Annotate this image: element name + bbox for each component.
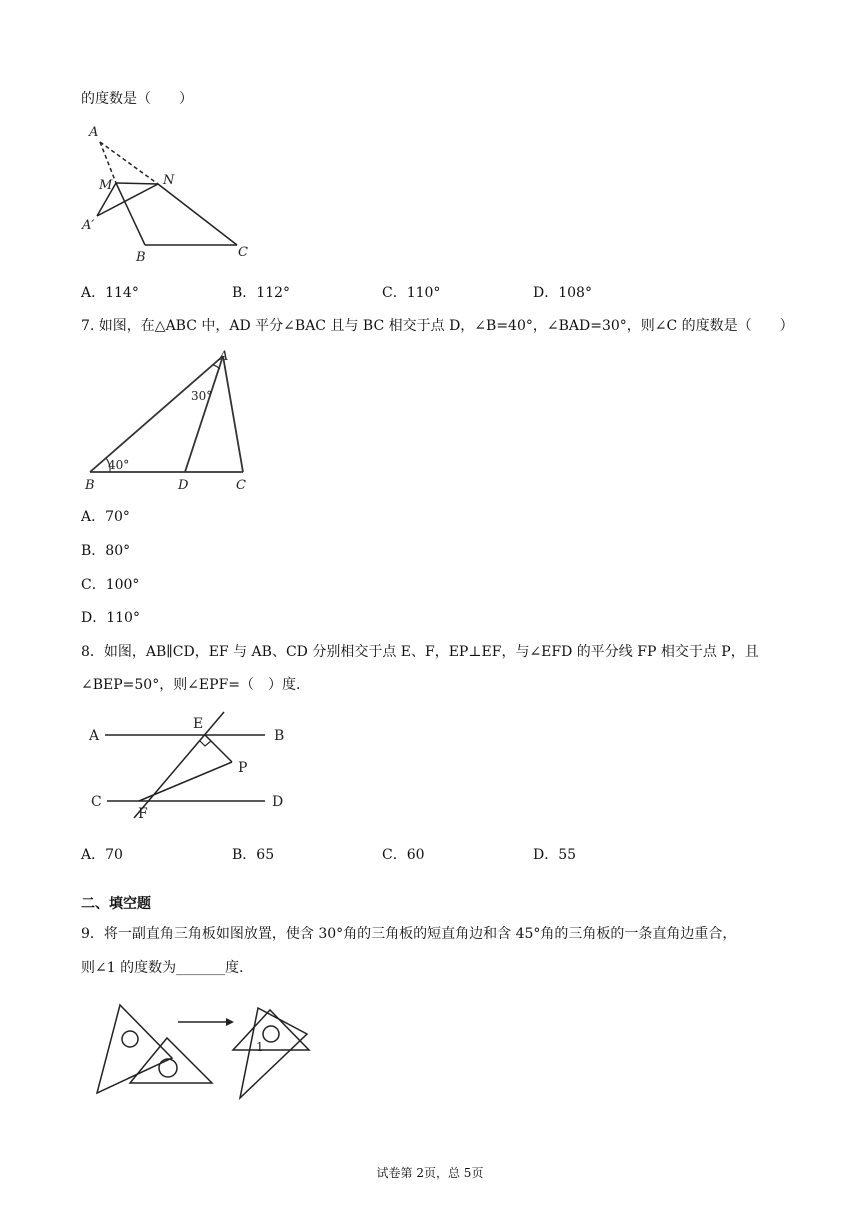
q8-label-f: F <box>138 806 148 822</box>
q8-option-c[interactable]: C．60 <box>382 847 425 863</box>
q6-label-n: N <box>163 173 175 188</box>
q9-triangle-30-hole <box>122 1031 138 1047</box>
q8-label-e: E <box>193 716 204 732</box>
q9-triangle-30 <box>97 1005 172 1093</box>
q9-angle-1-label: 1 <box>256 1040 264 1054</box>
q7-option-c[interactable]: C．100° <box>81 577 140 593</box>
q7-label-c: C <box>236 478 246 493</box>
q9-triangle-45-hole <box>159 1059 177 1077</box>
q8-option-d[interactable]: D．55 <box>533 847 577 863</box>
q8-stem-line1: 8．如图，AB∥CD，EF 与 AB、CD 分别相交于点 E、F，EP⊥EF，与∠EFD 的平分线 FP 相交于点 P，且 <box>81 644 759 660</box>
q7-label-a: A <box>219 349 229 364</box>
q7-option-b[interactable]: B．80° <box>81 543 131 559</box>
q8-stem-line2: ∠BEP=50°，则∠EPF=（ ）度． <box>81 677 311 693</box>
q8-label-c: C <box>91 794 102 810</box>
q6-label-a1: A′ <box>82 218 95 233</box>
q8-option-a[interactable]: A．70 <box>81 847 123 863</box>
q9-combined-30 <box>240 1008 307 1098</box>
q6-label-m: M <box>99 178 113 193</box>
q9-arrow-head <box>226 1018 234 1026</box>
q8-label-d: D <box>272 794 284 810</box>
q8-option-b[interactable]: B．65 <box>232 847 275 863</box>
q8-label-p: P <box>238 760 248 776</box>
q7-option-a[interactable]: A．70° <box>81 509 130 525</box>
q8-label-b: B <box>274 728 285 744</box>
q6-stem-tail: 的度数是（ ） <box>81 91 193 107</box>
q9-stem-line1: 9．将一副直角三角板如图放置，使含 30°角的三角板的短直角边和含 45°角的三角板的一条直角边重合， <box>81 926 737 942</box>
q6-option-a[interactable]: A．114° <box>81 285 139 301</box>
q9-stem-line2: 则∠1 的度数为_______度． <box>81 960 254 976</box>
q7-stem: 7. 如图，在△ABC 中，AD 平分∠BAC 且与 BC 相交于点 D，∠B=40°，∠BAD=30°，则∠C 的度数是（ ） <box>81 318 794 334</box>
q7-option-d[interactable]: D．110° <box>81 610 140 626</box>
q6-option-c[interactable]: C．110° <box>382 285 441 301</box>
q6-option-b[interactable]: B．112° <box>232 285 291 301</box>
q9-combined-hole <box>263 1026 279 1042</box>
q6-label-c: C <box>238 245 248 260</box>
q6-option-d[interactable]: D．108° <box>533 285 592 301</box>
section-fill-in-title: 二、填空题 <box>81 896 151 912</box>
q7-label-b: B <box>85 478 95 493</box>
q6-label-a: A <box>89 125 99 140</box>
q7-angle-b-label: 40° <box>108 458 130 472</box>
page-footer: 试卷第 2页，总 5页 <box>376 1166 484 1180</box>
q7-angle-a-label: 30° <box>191 389 213 403</box>
q7-label-d: D <box>178 478 189 493</box>
q8-label-a: A <box>89 728 100 744</box>
q6-label-b: B <box>136 250 146 265</box>
